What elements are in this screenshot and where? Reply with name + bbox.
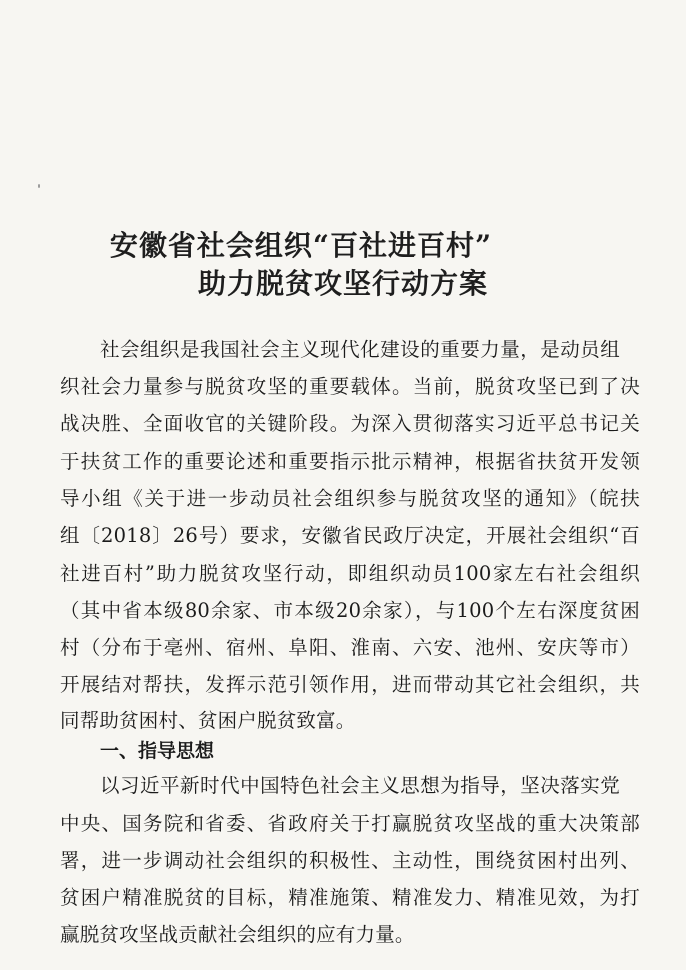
scan-speck bbox=[38, 184, 40, 188]
section-1-line-2: 中央、国务院和省委、省政府关于打赢脱贫攻坚战的重大决策部 bbox=[60, 812, 640, 835]
section-1-line-4: 贫困户精准脱贫的目标，精准施策、精准发力、精准见效，为打 bbox=[60, 886, 640, 909]
intro-line-1: 社会组织是我国社会主义现代化建设的重要力量，是动员组 bbox=[100, 338, 620, 361]
intro-line-4: 于扶贫工作的重要论述和重要指示批示精神，根据省扶贫开发领 bbox=[60, 450, 640, 473]
section-1-line-5: 赢脱贫攻坚战贡献社会组织的应有力量。 bbox=[60, 923, 415, 946]
intro-line-3: 战决胜、全面收官的关键阶段。为深入贯彻落实习近平总书记关 bbox=[60, 412, 640, 435]
section-1-line-1: 以习近平新时代中国特色社会主义思想为指导，坚决落实党 bbox=[100, 774, 620, 797]
intro-line-11: 同帮助贫困村、贫困户脱贫致富。 bbox=[60, 709, 356, 732]
intro-line-5: 导小组《关于进一步动员社会组织参与脱贫攻坚的通知》（皖扶 bbox=[60, 487, 640, 510]
section-1-heading: 一、指导思想 bbox=[100, 740, 215, 762]
intro-line-9: 村（分布于亳州、宿州、阜阳、淮南、六安、池州、安庆等市） bbox=[60, 636, 640, 659]
document-title-line-2: 助力脱贫攻坚行动方案 bbox=[197, 267, 488, 300]
section-1-line-3: 署，进一步调动社会组织的积极性、主动性，围绕贫困村出列、 bbox=[60, 849, 640, 872]
intro-line-6: 组〔2018〕26号）要求，安徽省民政厅决定，开展社会组织“百 bbox=[60, 524, 640, 547]
intro-line-10: 开展结对帮扶，发挥示范引领作用，进而带动其它社会组织，共 bbox=[60, 673, 640, 696]
intro-line-2: 织社会力量参与脱贫攻坚的重要载体。当前，脱贫攻坚已到了决 bbox=[60, 375, 640, 398]
intro-line-8: （其中省本级80余家、市本级20余家），与100个左右深度贫困 bbox=[60, 599, 640, 622]
intro-line-7: 社进百村”助力脱贫攻坚行动，即组织动员100家左右社会组织 bbox=[60, 562, 640, 585]
document-title-line-1: 安徽省社会组织“百社进百村” bbox=[109, 229, 493, 262]
